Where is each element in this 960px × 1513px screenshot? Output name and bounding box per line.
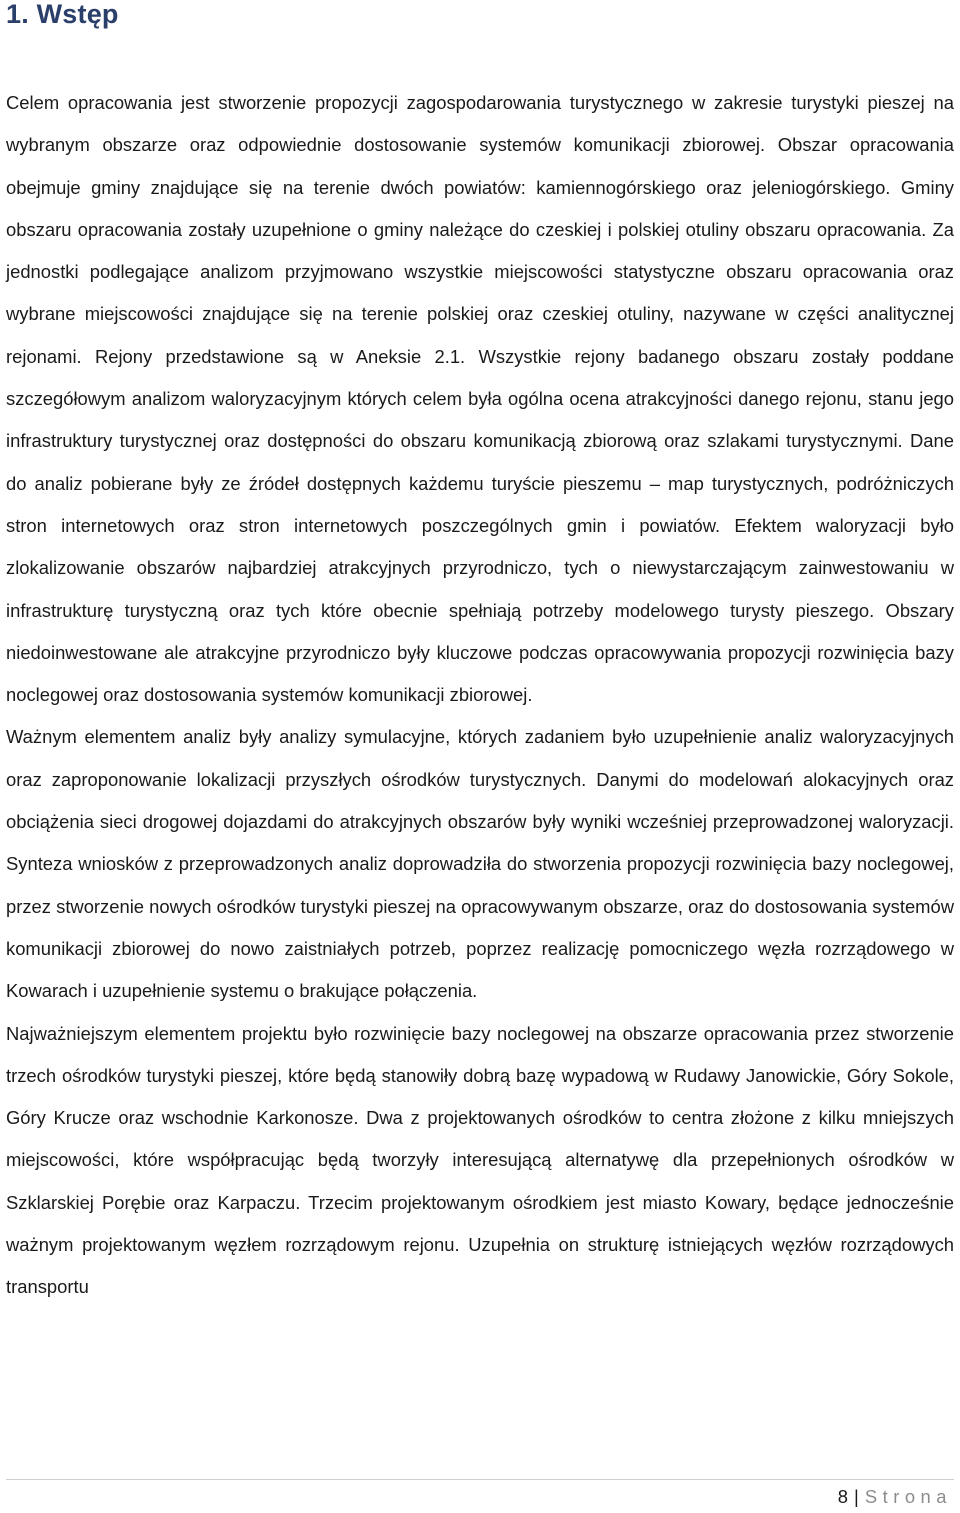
section-heading: 1. Wstęp [6, 0, 119, 29]
body-text [6, 82, 954, 1309]
paragraph-accommodation-base: Najważniejszym elementem projektu było rozwinięcie bazy noclegowej na obszarze opracowania przez stworzenie trzech ośrodków turystyki pieszej, które będą stanowiły dobrą bazę wypadową w Rudawy Janowickie, Góry Sokole, Góry Krucze oraz wschodnie Karkonosze. Dwa z projektowanych ośrodków to centra złożone z kilku mniejszych miejscowości, które współpracując będą tworzyły interesującą alternatywę dla przepełnionych ośrodków w Szklarskiej Porębie oraz Karpaczu. Trzecim projektowanym ośrodkiem jest miasto Kowary, będące jednocześnie ważnym projektowanym węzłem rozrządowym rejonu. Uzupełnia on strukturę istniejących węzłów rozrządowych transportu [6, 1022, 954, 1298]
page-label: Strona [864, 1486, 952, 1507]
footer-divider [6, 1479, 954, 1480]
paragraph-intro: Celem opracowania jest stworzenie propozycji zagospodarowania turystycznego w zakresie turystyki pieszej na wybranym obszarze oraz odpowiednie dostosowanie systemów komunikacji zbiorowej. Obszar opracowania obejmuje gminy znajdujące się na terenie dwóch powiatów: kamiennogórskiego oraz jeleniogórskiego. Gminy obszaru opracowania zostały uzupełnione o gminy należące do czeskiej i polskiej otuliny obszaru opracowania. Za jednostki podlegające analizom przyjmowano wszystkie miejscowości statystyczne obszaru opracowania oraz wybrane miejscowości znajdujące się na terenie polskiej oraz czeskiej otuliny, nazywane w części analitycznej rejonami. Rejony przedstawione są w Aneksie 2.1. Wszystkie rejony badanego obszaru zostały poddane szczegółowym analizom waloryzacyjnym których celem była ogólna ocena atrakcyjności danego rejonu, stanu jego infrastruktury turystycznej oraz dostępności do obszaru komunikacją zbiorową oraz szlakami turystycznymi. Dane do analiz pobierane były ze źródeł dostępnych każdemu turyście pieszemu – map turystycznych, podróżniczych stron internetowych oraz stron internetowych poszczególnych gmin i powiatów. Efektem waloryzacji było zlokalizowanie obszarów najbardziej atrakcyjnych przyrodniczo, tych o niewystarczającym zainwestowaniu w infrastrukturę turystyczną oraz tych które obecnie spełniają potrzeby modelowego turysty pieszego. Obszary niedoinwestowane ale atrakcyjne przyrodniczo były kluczowe podczas opracowywania propozycji rozwinięcia bazy noclegowej oraz dostosowania systemów komunikacji zbiorowej. [6, 92, 954, 706]
paragraph-simulation-analyses: Ważnym elementem analiz były analizy symulacyjne, których zadaniem było uzupełnienie analiz waloryzacyjnych oraz zaproponowanie lokalizacji przyszłych ośrodków turystycznych. Danymi do modelowań alokacyjnych oraz obciążenia sieci drogowej dojazdami do atrakcyjnych obszarów były wyniki wcześniej przeprowadzonej waloryzacji. Synteza wniosków z przeprowadzonych analiz doprowadziła do stworzenia propozycji rozwinięcia bazy noclegowej, przez stworzenie nowych ośrodków turystyki pieszej na opracowywanym obszarze, oraz do dostosowania systemów komunikacji zbiorowej do nowo zaistniałych potrzeb, poprzez realizację pomocniczego węzła rozrządowego w Kowarach i uzupełnienie systemu o brakujące połączenia. [6, 726, 954, 1002]
footer-separator: | [854, 1486, 859, 1507]
page-footer [838, 1484, 952, 1510]
page-number: 8 [837, 1486, 849, 1507]
